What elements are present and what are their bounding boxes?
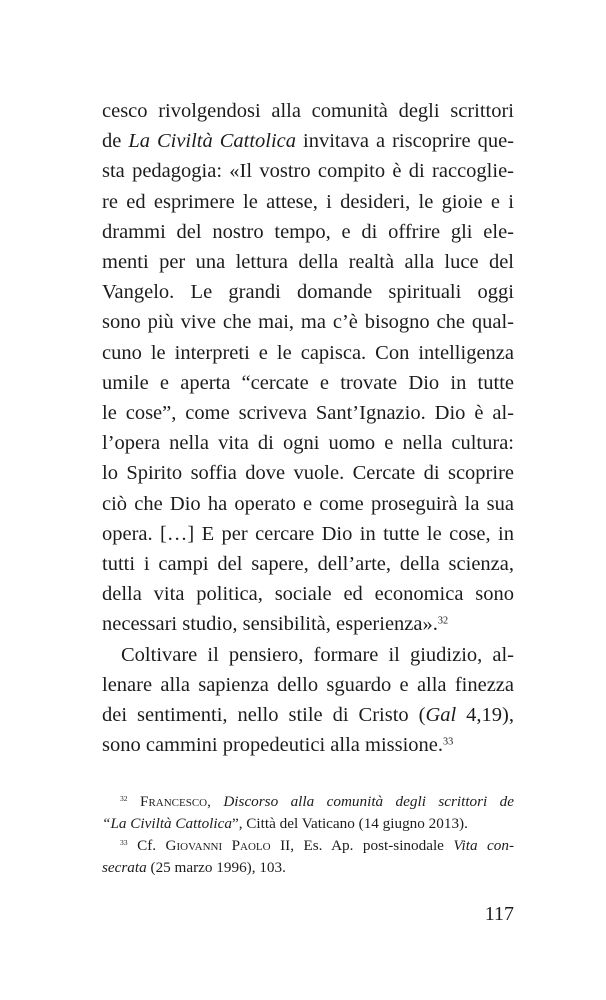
footnote-marker: 32 bbox=[437, 615, 449, 627]
text-segment: necessari studio, sensibilità, esperienza». bbox=[102, 613, 438, 636]
text-segment: 4,19), bbox=[456, 704, 515, 727]
text-line bbox=[102, 857, 514, 879]
text-line bbox=[102, 549, 514, 579]
text-segment: sta pedagogia: «Il vostro compito è di raccoglie- bbox=[102, 160, 514, 183]
footnote-marker: 33 bbox=[120, 838, 128, 848]
text-segment: ciò che Dio ha operato e come proseguirà la sua bbox=[102, 492, 514, 515]
text-segment: sono cammini propedeutici alla missione. bbox=[102, 734, 444, 757]
text-segment: Coltivare il pensiero, formare il giudizio, al- bbox=[121, 643, 514, 666]
text-line bbox=[102, 187, 514, 217]
footnotes bbox=[102, 791, 514, 879]
text-segment: lenare alla sapienza dello sguardo e alla finezza bbox=[102, 673, 514, 696]
text-line bbox=[102, 700, 514, 730]
text-line bbox=[102, 458, 514, 488]
text-segment: Vangelo. Le grandi domande spirituali oggi bbox=[102, 281, 514, 304]
text-segment: dei sentimenti, nello stile di Cristo ( bbox=[102, 704, 426, 727]
text-line bbox=[102, 730, 514, 760]
italic-text: “La Civiltà Cattolica bbox=[102, 815, 232, 832]
page-number: 117 bbox=[484, 903, 514, 925]
text-line bbox=[102, 96, 514, 126]
text-line bbox=[102, 156, 514, 186]
text-line bbox=[102, 640, 514, 670]
text-segment: opera. […] E per cercare Dio in tutte le cose, in bbox=[102, 522, 514, 545]
text-segment bbox=[128, 793, 140, 810]
text-segment: drammi del nostro tempo, e di offrire gli ele- bbox=[102, 220, 514, 243]
text-line bbox=[102, 217, 514, 247]
italic-text: secrata bbox=[102, 859, 147, 876]
text-line bbox=[102, 835, 514, 857]
footnote bbox=[102, 835, 514, 879]
text-line bbox=[102, 126, 514, 156]
text-segment: de bbox=[102, 130, 129, 153]
text-line bbox=[102, 813, 514, 835]
italic-text: La Civiltà Cattolica bbox=[128, 130, 297, 153]
text-segment: , bbox=[207, 793, 224, 810]
text-segment: lo Spirito soffia dove vuole. Cercate di scoprire bbox=[102, 462, 514, 485]
text-segment: II, Es. Ap. post-sinodale bbox=[270, 837, 454, 854]
footnote-marker: 32 bbox=[120, 794, 128, 804]
text-segment: tutti i campi del sapere, dell’arte, della scienza, bbox=[102, 553, 514, 576]
italic-text: Discorso alla comunità degli scrittori de bbox=[223, 793, 514, 810]
italic-text: Vita con- bbox=[453, 837, 515, 854]
text-segment: l’opera nella vita di ogni uomo e nella cultura: bbox=[102, 432, 514, 455]
text-line bbox=[102, 368, 514, 398]
text-line bbox=[102, 609, 514, 639]
text-line bbox=[102, 398, 514, 428]
text-segment: sono più vive che mai, ma c’è bisogno che qual- bbox=[102, 311, 514, 334]
text-segment: ”, Città del Vaticano (14 giugno 2013). bbox=[231, 815, 468, 832]
text-line bbox=[102, 791, 514, 813]
text-line bbox=[102, 338, 514, 368]
text-line bbox=[102, 307, 514, 337]
text-line bbox=[102, 428, 514, 458]
text-segment: Francesco bbox=[140, 793, 208, 810]
text-segment: re ed esprimere le attese, i desideri, le gioie e i bbox=[102, 190, 514, 213]
text-line bbox=[102, 247, 514, 277]
text-line bbox=[102, 579, 514, 609]
paragraph bbox=[102, 96, 514, 640]
footnote bbox=[102, 791, 514, 835]
text-segment: Cf. bbox=[127, 837, 166, 854]
text-segment: della vita politica, sociale ed economica sono bbox=[102, 583, 514, 606]
text-segment: le cose”, come scriveva Sant’Ignazio. Dio è al- bbox=[102, 402, 514, 425]
text-line bbox=[102, 519, 514, 549]
body-text bbox=[102, 96, 514, 760]
text-line bbox=[102, 489, 514, 519]
italic-text: Gal bbox=[425, 704, 457, 727]
text-segment: (25 marzo 1996), 103. bbox=[146, 859, 286, 876]
text-segment: menti per una lettura della realtà alla luce del bbox=[102, 251, 514, 274]
text-line bbox=[102, 277, 514, 307]
text-line bbox=[102, 670, 514, 700]
footnote-marker: 33 bbox=[443, 736, 454, 748]
text-segment: cuno le interpreti e le capisca. Con intelligenza bbox=[102, 341, 514, 364]
paragraph bbox=[102, 640, 514, 761]
text-segment: invitava a riscoprire que- bbox=[296, 130, 515, 153]
text-segment: cesco rivolgendosi alla comunità degli scrittori bbox=[102, 100, 514, 122]
text-segment: Giovanni Paolo bbox=[165, 837, 271, 854]
text-segment: umile e aperta “cercate e trovate Dio in tutte bbox=[102, 371, 514, 394]
